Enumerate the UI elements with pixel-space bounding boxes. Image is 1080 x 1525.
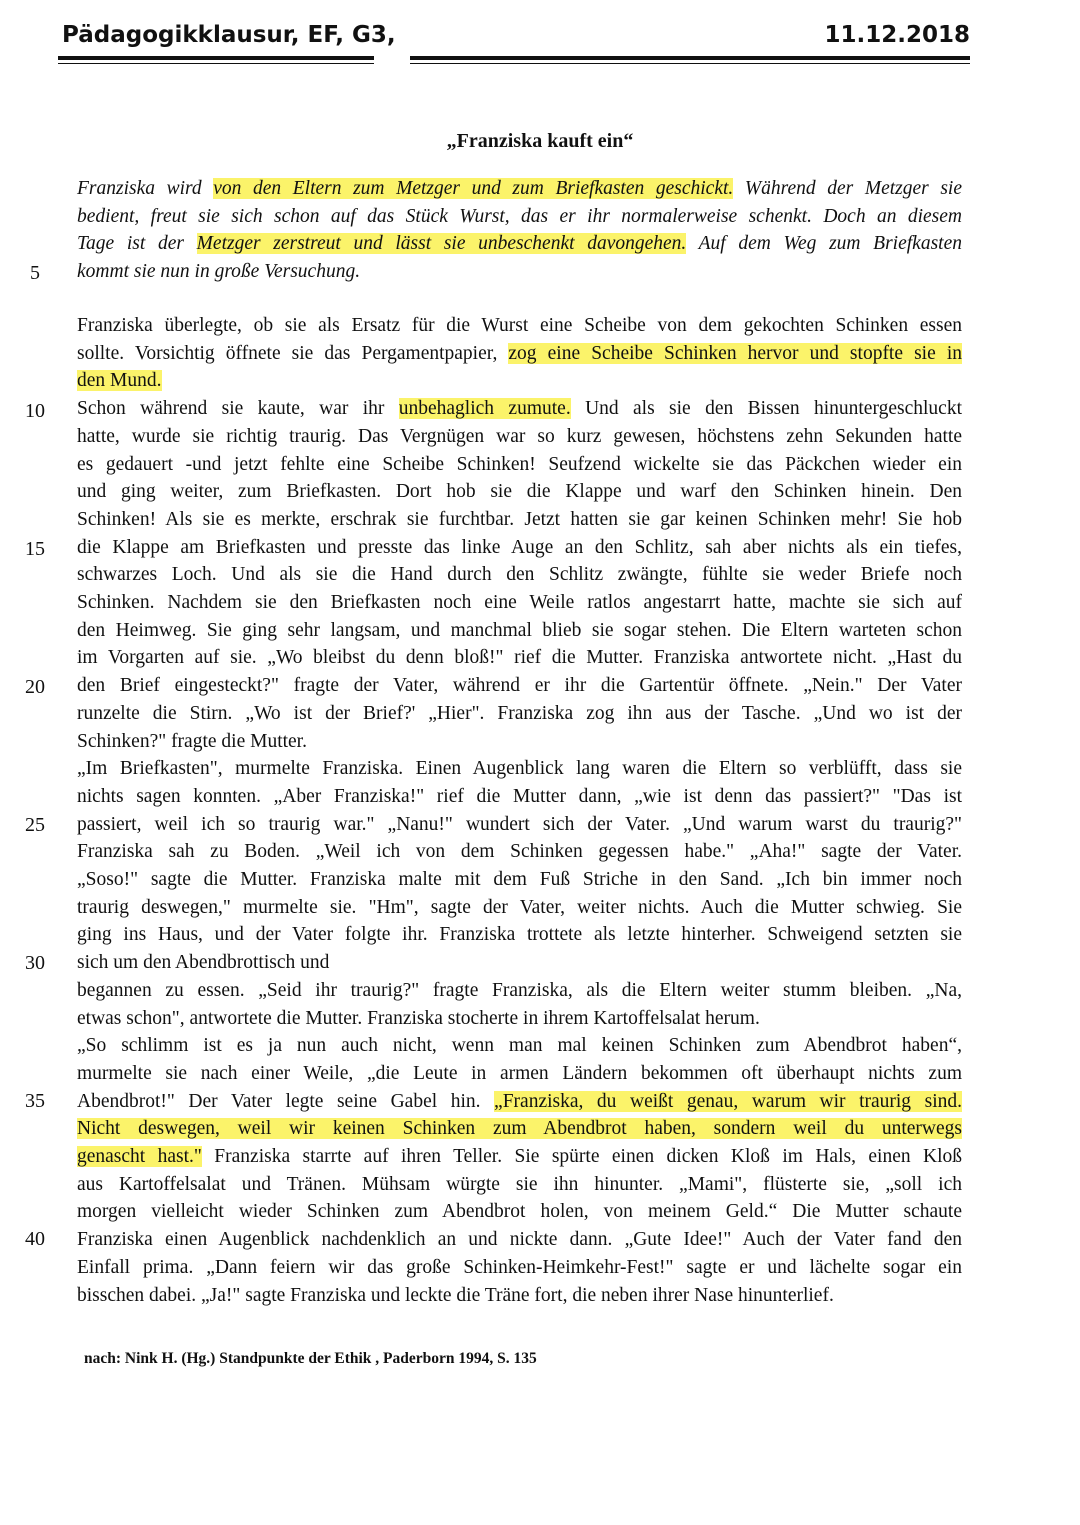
story-line (77, 454, 962, 476)
line-number: 35 (25, 1090, 45, 1112)
story-line (77, 592, 962, 614)
story-line (77, 786, 962, 808)
text-segment: die Klappe am Briefkasten und presste das linke Auge an den Schlitz, sah aber nichts als ein tiefes, (77, 536, 962, 558)
text-segment: Franziska wird (77, 178, 214, 199)
text-segment: im Vorgarten auf sie. „Wo bleibst du denn bloß!" rief die Mutter. Franziska antwortete nicht. „Hast du (77, 647, 962, 669)
text-segment: sich um den Abendbrottisch und (77, 952, 330, 974)
line-number: 40 (25, 1228, 45, 1250)
story-line (77, 1201, 962, 1223)
story-line (77, 731, 962, 753)
story-line (77, 426, 962, 448)
highlighted-text: den Mund. (77, 370, 162, 392)
story-line (77, 1063, 962, 1085)
header-title: Pädagogikklausur, EF, G3, (62, 22, 396, 48)
story-line (77, 370, 962, 392)
text-segment: bisschen dabei. „Ja!" sagte Franziska und leckte die Träne fort, die neben ihrer Nase hinunterlief. (77, 1284, 834, 1306)
story-line (77, 1257, 962, 1279)
story-line (77, 980, 962, 1002)
line-number: 30 (25, 952, 45, 974)
header-date: 11.12.2018 (824, 22, 970, 48)
header-rule-left-thin (58, 63, 374, 64)
story-line (77, 675, 962, 697)
highlighted-text: zog eine Scheibe Schinken hervor und stopfte sie in (508, 342, 962, 364)
text-segment: morgen vielleicht wieder Schinken zum Abendbrot holen, von meinem Geld.“ Die Mutter schaute (77, 1201, 962, 1223)
story-line (77, 647, 962, 669)
text-segment: bedient, freut sie sich schon auf das Stück Wurst, das er ihr normalerweise schenkt. Doch an diesem (77, 205, 962, 227)
story-line (77, 1091, 962, 1113)
story-line (77, 1174, 962, 1196)
story-line (77, 841, 962, 863)
story-line (77, 1118, 962, 1140)
text-segment: Einfall prima. „Dann feiern wir das große Schinken-Heimkehr-Fest!" sagte er und lächelte sogar ein (77, 1256, 962, 1278)
line-number: 10 (25, 400, 45, 422)
story-line (77, 537, 962, 559)
text-segment: Franziska einen Augenblick nachdenklich an und nickte dann. „Gute Idee!" Auch der Vater fand den (77, 1229, 962, 1251)
text-segment: Schinken. Nachdem sie den Briefkasten noch eine Weile ratlos angestarrt hatte, machte sie sich auf (77, 592, 962, 613)
text-segment: Franziska überlegte, ob sie als Ersatz für die Wurst eine Scheibe von dem gekochten Schinken essen (77, 315, 962, 336)
text-segment: schwarzes Loch. Und als sie die Hand durch den Schlitz zwängte, fühlte sie weder Briefe noch (77, 564, 962, 586)
highlighted-text: „Franziska, du weißt genau, warum wir traurig sind. (494, 1090, 962, 1112)
story-line (77, 924, 962, 946)
text-segment: Schinken?" fragte die Mutter. (77, 730, 307, 752)
text-segment: „Soso!" sagte die Mutter. Franziska malte mit dem Fuß Striche in den Sand. „Ich bin immer noch (77, 869, 962, 890)
intro-line (77, 261, 962, 283)
story-line (77, 564, 962, 586)
text-segment: „Im Briefkasten", murmelte Franziska. Einen Augenblick lang waren die Eltern so verblüfft, dass sie (77, 758, 962, 780)
story-line (77, 481, 962, 503)
text-segment: Tage ist der (77, 233, 197, 254)
text-segment: Schon während sie kaute, war ihr (77, 398, 399, 420)
text-segment: und ging weiter, zum Briefkasten. Dort hob sie die Klappe und warf den Schinken hinein. Den (77, 481, 962, 503)
header-rule-right (410, 56, 970, 60)
story-line (77, 1146, 962, 1168)
story-line (77, 1008, 962, 1030)
highlighted-text: Metzger zerstreut und lässt sie unbeschenkt davongehen. (196, 233, 687, 254)
text-segment: Und als sie den Bissen hinuntergeschluckt (570, 398, 962, 420)
text-segment: Während der Metzger sie (733, 178, 962, 199)
text-segment: kommt sie nun in große Versuchung. (77, 260, 361, 282)
highlighted-text: unbehaglich zumute. (398, 398, 571, 420)
text-segment: Abendbrot!" Der Vater legte seine Gabel hin. (77, 1090, 495, 1112)
header-rule-left (58, 56, 374, 60)
line-number: 15 (25, 538, 45, 560)
text-segment: nichts sagen konnten. „Aber Franziska!" rief die Mutter dann, „wie ist denn das passiert?" "Das ist (77, 785, 962, 807)
intro-line (77, 233, 962, 255)
text-segment: etwas schon", antwortete die Mutter. Franziska stocherte in ihrem Kartoffelsalat herum. (77, 1007, 760, 1029)
text-segment: ging ins Haus, und der Vater folgte ihr. Franziska trottete als letzte hinterher. Schweigend setzten sie (77, 924, 962, 946)
text-segment: traurig deswegen," murmelte sie. "Hm", sagte der Vater, weiter nichts. Auch die Mutter schwieg. Sie (77, 896, 962, 918)
text-segment: „So schlimm ist es ja nun auch nicht, wenn man mal keinen Schinken zum Abendbrot haben“, (77, 1035, 962, 1057)
text-segment: murmelte sie nach einer Weile, „die Leute in armen Ländern bekommen oft überhaupt nichts zum (77, 1062, 962, 1084)
story-line (77, 897, 962, 919)
story-line (77, 315, 962, 337)
story-line (77, 1285, 962, 1307)
text-segment: den Brief eingesteckt?" fragte der Vater, während er ihr die Gartentür öffnete. „Nein." Der Vater (77, 675, 962, 697)
text-segment: runzelte die Stirn. „Wo ist der Brief?' „Hier". Franziska zog ihn aus der Tasche. „Und wo ist der (77, 702, 962, 724)
story-line (77, 952, 962, 974)
story-line (77, 1229, 962, 1251)
intro-line (77, 206, 962, 228)
text-segment: aus Kartoffelsalat und Tränen. Mühsam würgte sie ihn hinunter. „Mami", flüsterte sie, „soll ich (77, 1173, 962, 1195)
text-segment: Schinken! Als sie es merkte, erschrak sie furchtbar. Jetzt hatten sie gar keinen Schinken mehr! Sie hob (77, 508, 962, 530)
text-segment: es gedauert -und jetzt fehlte eine Scheibe Schinken! Seufzend wickelte sie das Päckchen wieder ein (77, 453, 962, 475)
story-line (77, 620, 962, 642)
text-segment: Auf dem Weg zum Briefkasten (686, 233, 962, 254)
story-line (77, 703, 962, 725)
header-rule-right-thin (410, 63, 970, 64)
story-line (77, 1035, 962, 1057)
text-segment: den Heimweg. Sie ging sehr langsam, und manchmal blieb sie sogar stehen. Die Eltern warteten schon (77, 619, 962, 641)
text-segment: sollte. Vorsichtig öffnete sie das Pergamentpapier, (77, 342, 509, 364)
story-line (77, 398, 962, 420)
story-line (77, 343, 962, 365)
text-segment: Franziska starrte auf ihren Teller. Sie spürte einen dicken Kloß im Hals, einen Kloß (201, 1146, 963, 1167)
highlighted-text: genascht hast." (77, 1146, 202, 1167)
document-title: „Franziska kauft ein“ (446, 130, 634, 152)
highlighted-text: Nicht deswegen, weil wir keinen Schinken zum Abendbrot haben, sondern weil du unterwegs (77, 1118, 962, 1140)
intro-line (77, 178, 962, 200)
text-segment: begannen zu essen. „Seid ihr traurig?" fragte Franziska, als die Eltern weiter stumm bleiben. „Na, (77, 979, 962, 1001)
highlighted-text: von den Eltern zum Metzger und zum Briefkasten geschickt. (213, 178, 734, 199)
text-segment: passiert, weil ich so traurig war." „Nanu!" wundert sich der Vater. „Und warum warst du traurig?" (77, 813, 962, 835)
line-number: 20 (25, 676, 45, 698)
story-line (77, 869, 962, 891)
text-segment: hatte, wurde sie richtig traurig. Das Vergnügen war so kurz gewesen, höchstens zehn Sekunden hatte (77, 425, 962, 447)
source-citation: nach: Nink H. (Hg.) Standpunkte der Ethik , Paderborn 1994, S. 135 (84, 1350, 537, 1367)
line-number: 5 (30, 262, 40, 284)
story-line (77, 509, 962, 531)
story-line (77, 814, 962, 836)
line-number: 25 (25, 814, 45, 836)
story-line (77, 758, 962, 780)
text-segment: Franziska sah zu Boden. „Weil ich von dem Schinken gegessen habe." „Aha!" sagte der Vater. (77, 841, 962, 863)
